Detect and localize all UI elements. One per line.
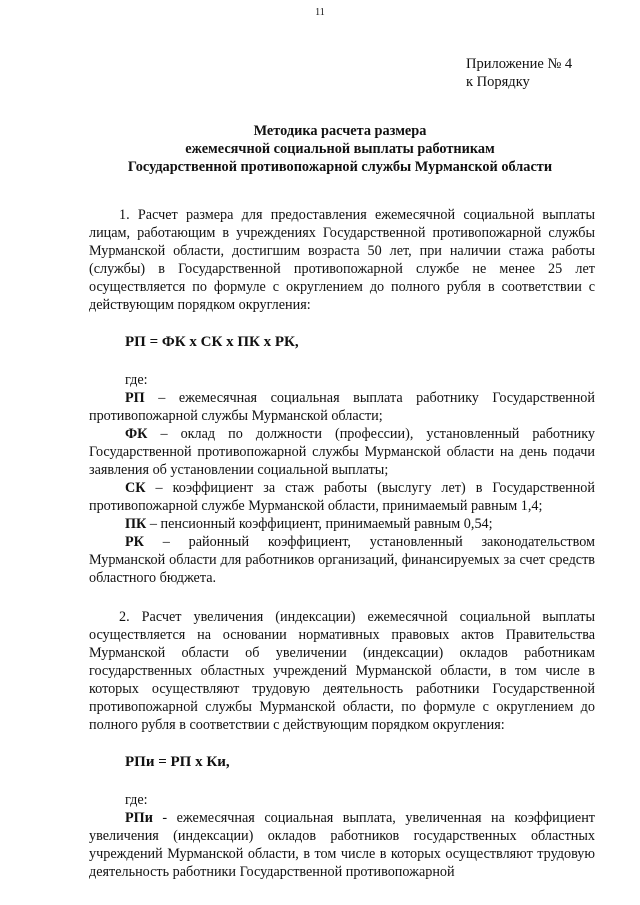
definition-rp [89,389,595,425]
definition-term: ПК [125,516,147,532]
definition-rpi [89,809,595,881]
where-label-2: где: [125,792,148,808]
definition-term: ФК [125,426,148,442]
definition-term: СК [125,480,146,496]
definition-text: – оклад по должности (профессии), установленный работнику Государственной противопожарной службы Мурманской области на день подачи заявления об установлении социальной выплаты; [89,426,595,478]
definition-term: РК [125,534,144,550]
definition-text: – пенсионный коэффициент, принимаемый равным 0,54; [146,516,493,532]
definition-term: РП [125,390,145,406]
definition-term: РПи [125,810,153,826]
definition-rk [89,533,595,587]
definition-text: – районный коэффициент, установленный законодательством Мурманской области для работников организаций, финансируемых за счет средств областного бюджета. [89,534,595,586]
appendix-reference [466,55,572,91]
appendix-parent: к Порядку [466,74,530,90]
title-line-3: Государственной противопожарной службы Мурманской области [127,159,553,175]
document-body [89,206,595,881]
section-1-paragraph: 1. Расчет размера для предоставления ежемесячной социальной выплаты лицам, работающим в учреждениях Государственной противопожарной службы Мурманской области, достигшим возраста 50 лет, при наличии стажа работы (службы) в Государственной противопожарной службе не менее 25 лет осуществляется по формуле с округлением до полного рубля в соответствии с действующим порядком округления: [89,207,595,313]
where-label-1: где: [125,372,148,388]
definition-text: - ежемесячная социальная выплата, увеличенная на коэффициент увеличения (индексации) окладов работников государственных областных учреждений Мурманской области, в том числе в которых осуществляют трудовую деятельность работники Государственной противопожарной [89,810,595,880]
document-title [80,122,600,176]
formula-rp: РП = ФК х СК х ПК х РК, [125,334,299,350]
title-line-2: ежемесячной социальной выплаты работникам [185,141,495,157]
definition-text: – ежемесячная социальная выплата работнику Государственной противопожарной службы Мурманской области; [89,390,595,424]
appendix-number: Приложение № 4 [466,56,573,72]
section-2-paragraph: 2. Расчет увеличения (индексации) ежемесячной социальной выплаты осуществляется на основании нормативных правовых актов Правительства Мурманской области об увеличении (индексации) окладов работникам государственных областных учреждений Мурманской области, в том числе в которых осуществляют трудовую деятельность работники Государственной противопожарной службы Мурманской области, по формуле с округлением до полного рубля в соответствии с действующим порядком округления: [89,609,595,733]
definition-sk [89,479,595,515]
title-line-1: Методика расчета размера [253,123,427,139]
definition-text: – коэффициент за стаж работы (выслугу лет) в Государственной противопожарной службе Мурманской области, принимаемый равным 1,4; [89,480,595,514]
definition-pk [89,515,595,533]
page-number: 11 [315,7,325,18]
definition-fk [89,425,595,479]
formula-rpi: РПи = РП х Ки, [125,754,230,770]
